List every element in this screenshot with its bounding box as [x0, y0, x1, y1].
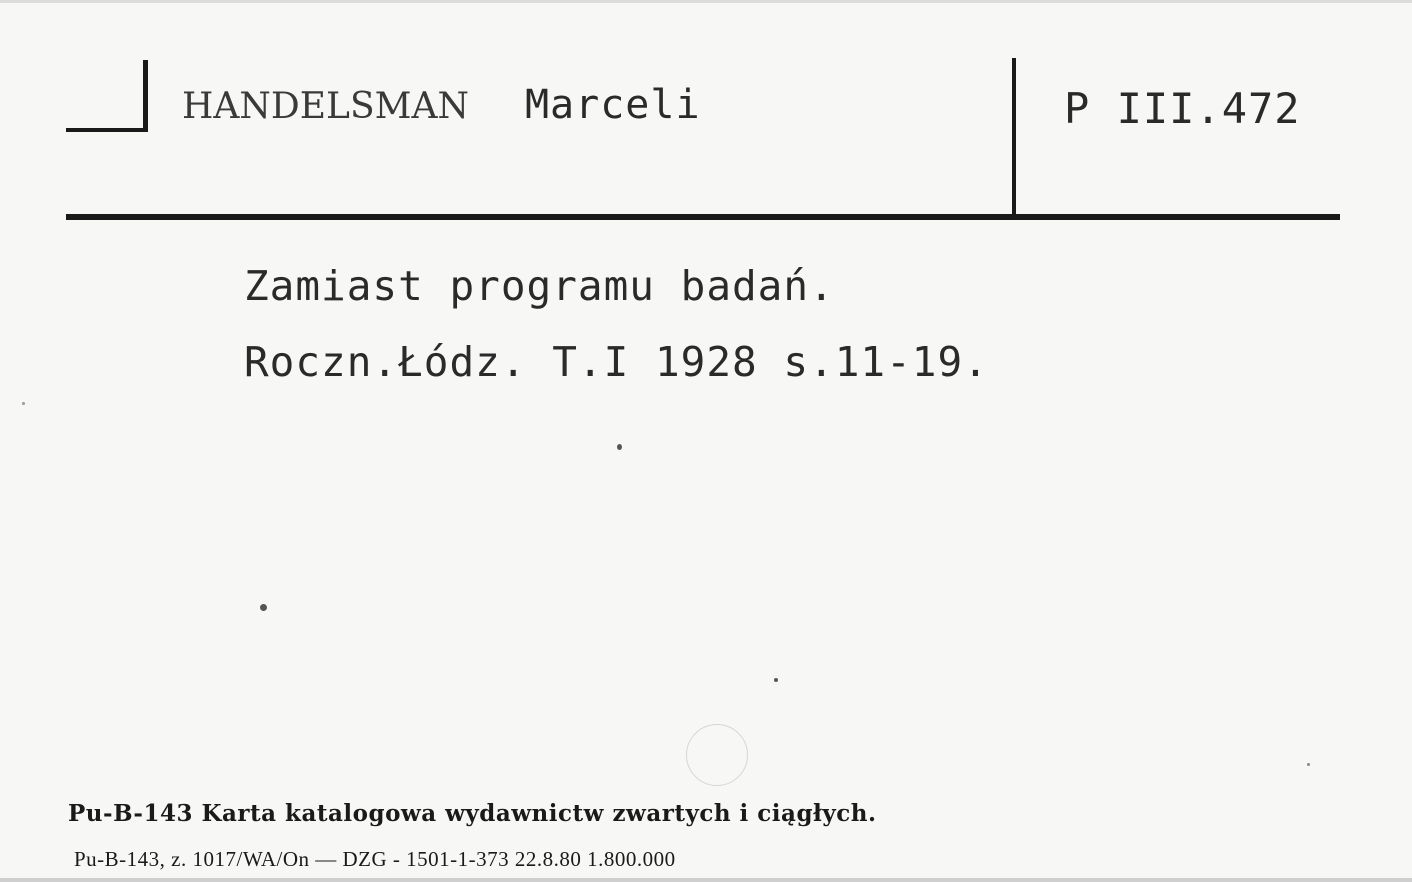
heading-rule — [66, 214, 1340, 220]
call-number: P III.472 — [1064, 84, 1301, 133]
ink-speck — [22, 402, 25, 405]
author-heading — [182, 82, 701, 128]
author-given-name: Marceli — [524, 82, 701, 128]
ink-speck — [774, 678, 778, 682]
form-title: Pu-B-143 Karta katalogowa wydawnictw zwartych i ciągłych. — [68, 800, 877, 827]
work-title: Zamiast programu badań. — [244, 262, 835, 310]
ink-speck — [260, 604, 267, 611]
corner-bracket-vertical — [143, 60, 148, 132]
call-number-divider — [1012, 58, 1016, 214]
ink-speck — [1307, 763, 1310, 766]
faint-stamp-circle — [686, 724, 748, 786]
card-bottom-edge — [0, 878, 1412, 882]
card-top-edge — [0, 0, 1412, 3]
print-info: Pu-B-143, z. 1017/WA/On — DZG - 1501-1-373 22.8.80 1.800.000 — [74, 847, 676, 871]
ink-speck — [617, 444, 622, 450]
author-surname: HANDELSMAN — [182, 86, 469, 127]
corner-bracket-horizontal — [66, 128, 148, 132]
source-citation: Roczn.Łódz. T.I 1928 s.11-19. — [244, 338, 989, 386]
